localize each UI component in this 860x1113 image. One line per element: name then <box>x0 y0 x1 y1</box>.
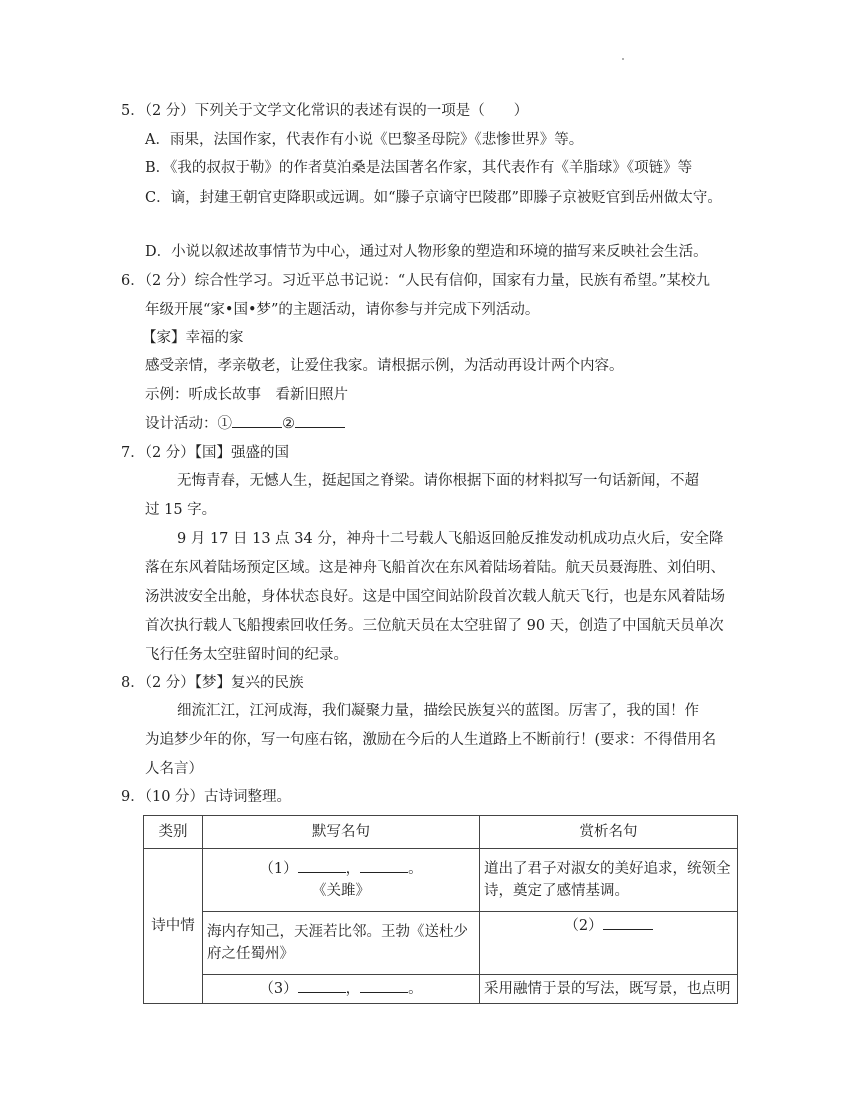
q7-prompt-line2: 过 15 字。 <box>145 502 217 518</box>
q5-option-d: D．小说以叙述故事情节为中心，通过对人物形象的塑造和环境的描写来反映社会生活。 <box>145 244 708 260</box>
q6-section-title: 【家】幸福的家 <box>142 330 244 346</box>
header-dictation: 默写名句 <box>203 816 480 849</box>
dictation-cell-3: （3） ， 。 <box>203 975 480 1004</box>
answer-blank-3[interactable] <box>298 858 346 873</box>
design-prefix: 设计活动：① <box>145 416 232 432</box>
header-category: 类别 <box>144 816 203 849</box>
table-header-row <box>144 816 738 849</box>
q6-example: 示例：听成长故事 看新旧照片 <box>145 387 348 403</box>
q8-stem: 8．（2 分）【梦】复兴的民族 <box>121 675 304 691</box>
q6-design-activities <box>145 413 345 434</box>
dictation-cell-1 <box>203 849 480 912</box>
q5-option-c: C．谪，封建王朝官吏降职或远调。如“滕子京谪守巴陵郡”即滕子京被贬官到岳州做太守。 <box>145 190 722 206</box>
q7-material-line1: 9 月 17 日 13 点 34 分，神舟十二号载人飞船返回舱反推发动机成功点火后，安全降 <box>177 531 724 547</box>
q7-material-line4: 首次执行载人飞船搜索回收任务。三位航天员在太空驻留了 90 天，创造了中国航天员单次 <box>145 618 724 634</box>
design-mid: ② <box>282 416 295 432</box>
quote-cell-2: 海内存知己，天涯若比邻。王勃《送杜少府之任蜀州》 <box>203 912 480 975</box>
answer-blank-7[interactable] <box>360 978 408 993</box>
answer-blank-4[interactable] <box>360 858 408 873</box>
analysis-cell-3: 采用融情于景的写法，既写景，也点明 <box>480 975 738 1004</box>
category-cell: 诗中情 <box>144 849 203 1004</box>
q5-option-a: A．雨果，法国作家，代表作有小说《巴黎圣母院》《悲惨世界》等。 <box>145 132 584 148</box>
q5-stem: 5．（2 分）下列关于文学文化常识的表述有误的一项是（ ） <box>121 103 529 119</box>
q5-option-b: B．《我的叔叔于勒》的作者莫泊桑是法国著名作家，其代表作有《羊脂球》《项链》等 <box>145 160 693 176</box>
q7-prompt-line1: 无悔青春，无憾人生，挺起国之脊梁。请你根据下面的材料拟写一句话新闻，不超 <box>177 473 699 489</box>
header-analysis: 赏析名句 <box>480 816 738 849</box>
q7-material-line3: 汤洪波安全出舱，身体状态良好。这是中国空间站阶段首次载人航天飞行，也是东风着陆场 <box>145 589 725 605</box>
page-dot <box>622 58 624 60</box>
q6-stem-line1: 6．（2 分）综合性学习。习近平总书记说：“人民有信仰，国家有力量，民族有希望。”某校九 <box>121 273 710 289</box>
q7-material-line5: 飞行任务太空驻留时间的纪录。 <box>145 647 348 663</box>
table-row <box>144 912 738 975</box>
q6-intro: 感受亲情，孝亲敬老，让爱住我家。请根据示例，为活动再设计两个内容。 <box>145 358 624 374</box>
dictation-line-1: （1） ， 。 <box>207 858 475 880</box>
q8-prompt-line1: 细流汇江，江河成海，我们凝聚力量，描绘民族复兴的蓝图。厉害了，我的国！作 <box>177 703 699 719</box>
q8-prompt-line3: 人名言） <box>145 761 203 777</box>
table-row <box>144 975 738 1004</box>
answer-blank-2[interactable] <box>295 413 345 428</box>
q7-stem: 7．（2 分）【国】强盛的国 <box>121 445 290 461</box>
table-row <box>144 849 738 912</box>
analysis-cell-1: 道出了君子对淑女的美好追求，统领全诗，奠定了感情基调。 <box>480 849 738 912</box>
answer-blank-1[interactable] <box>232 413 282 428</box>
poem-table <box>143 815 738 1004</box>
answer-blank-5[interactable] <box>603 915 653 930</box>
analysis-cell-2: （2） <box>480 912 738 975</box>
poem-source: 《关雎》 <box>312 883 370 899</box>
q8-prompt-line2: 为追梦少年的你，写一句座右铭，激励在今后的人生道路上不断前行！(要求：不得借用名 <box>145 732 717 748</box>
q9-stem: 9．（10 分）古诗词整理。 <box>121 789 292 805</box>
q6-stem-line2: 年级开展“家•国•梦”的主题活动，请你参与并完成下列活动。 <box>145 302 540 318</box>
q7-material-line2: 落在东风着陆场预定区域。这是神舟飞船首次在东风着陆场着陆。航天员聂海胜、刘伯明、 <box>145 560 725 576</box>
answer-blank-6[interactable] <box>298 978 346 993</box>
